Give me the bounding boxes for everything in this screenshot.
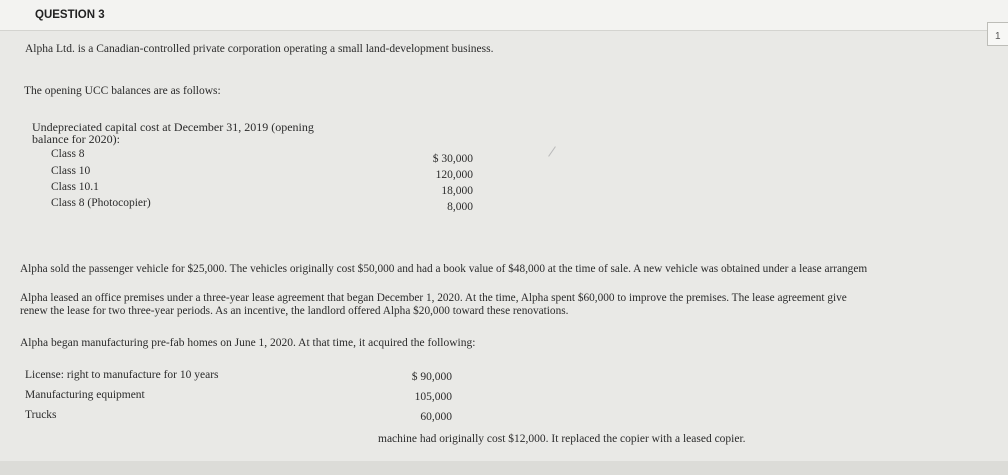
copier-note: machine had originally cost $12,000. It replaced the copier with a leased copier. — [378, 433, 746, 445]
acquisition-value: $ 90,000 — [411, 371, 452, 383]
acquisition-value: 60,000 — [420, 411, 452, 423]
ucc-row-value: 8,000 — [447, 201, 473, 213]
lease-paragraph-line2: renew the lease for two three-year periods. As an incentive, the landlord offered Alpha $20,000 toward these renovations. — [20, 305, 569, 317]
points-value: 1 — [995, 31, 1001, 42]
acquisition-label: License: right to manufacture for 10 years — [25, 369, 219, 381]
question-header — [0, 0, 1008, 31]
acquisition-label: Trucks — [25, 409, 57, 421]
manufacturing-paragraph: Alpha began manufacturing pre-fab homes on June 1, 2020. At that time, it acquired the following: — [20, 337, 476, 349]
ucc-row-value: $ 30,000 — [432, 153, 473, 165]
ucc-row-label: Class 8 (Photocopier) — [51, 197, 151, 209]
ucc-row-label: Class 10.1 — [51, 181, 99, 193]
ucc-heading: The opening UCC balances are as follows: — [24, 85, 221, 97]
ucc-row-value: 120,000 — [435, 169, 473, 181]
vehicle-paragraph: Alpha sold the passenger vehicle for $25,000. The vehicles originally cost $50,000 and had a book value of $48,000 at the time of sale. A new vehicle was obtained under a lease arrangem — [20, 263, 868, 275]
bottom-strip — [0, 461, 1008, 475]
acquisition-label: Manufacturing equipment — [25, 389, 145, 401]
stray-mark — [548, 146, 556, 156]
ucc-subheading-line2: balance for 2020): — [32, 132, 120, 146]
question-title: QUESTION 3 — [35, 9, 105, 21]
ucc-row-label: Class 8 — [51, 148, 85, 160]
ucc-row-label: Class 10 — [51, 165, 91, 177]
acquisition-value: 105,000 — [414, 391, 452, 403]
lease-paragraph-line1: Alpha leased an office premises under a three-year lease agreement that began December 1, 2020. At the time, Alpha spent $60,000 to improve the premises. The lease agreement give — [20, 292, 847, 304]
ucc-subheading-line1: Undepreciated capital cost at December 31, 2019 (opening — [32, 120, 314, 134]
question-body — [0, 30, 1008, 475]
intro-text: Alpha Ltd. is a Canadian-controlled private corporation operating a small land-development business. — [25, 43, 494, 55]
ucc-row-value: 18,000 — [441, 185, 473, 197]
